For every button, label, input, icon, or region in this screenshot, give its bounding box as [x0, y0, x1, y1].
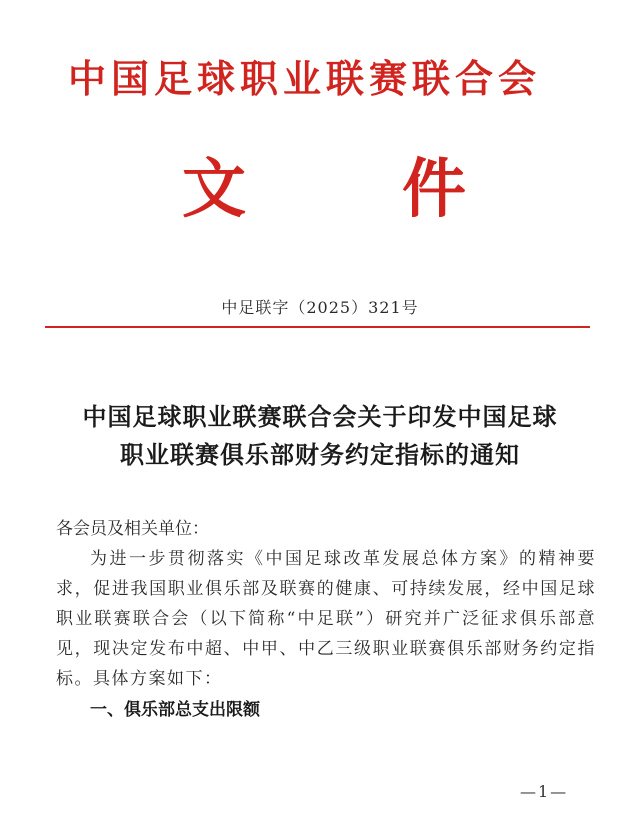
section-heading: 一、俱乐部总支出限额	[90, 700, 260, 720]
page-number: —1—	[520, 782, 569, 801]
notice-title	[0, 398, 640, 474]
document-label	[182, 152, 482, 227]
issuer-name: 中国足球职业联赛联合会	[68, 56, 542, 101]
salutation: 各会员及相关单位：	[56, 519, 209, 539]
notice-body	[56, 514, 596, 726]
notice-title-line-2: 职业联赛俱乐部财务约定指标的通知	[120, 440, 520, 469]
document-label-char-1: 文	[182, 152, 246, 227]
document-number: 中足联字（2025）321号	[221, 298, 419, 317]
document-label-char-2: 件	[402, 152, 466, 227]
body-paragraph: 为进一步贯彻落实《中国足球改革发展总体方案》的精神要求，促进我国职业俱乐部及联赛的健康、可持续发展，经中国足球职业联赛联合会（以下简称“中足联”）研究并广泛征求俱乐部意见，现决定发布中超、中甲、中乙三级职业联赛俱乐部财务约定指标。具体方案如下：	[56, 549, 596, 689]
red-divider-line	[45, 326, 590, 328]
notice-title-line-1: 中国足球职业联赛联合会关于印发中国足球	[82, 402, 558, 431]
